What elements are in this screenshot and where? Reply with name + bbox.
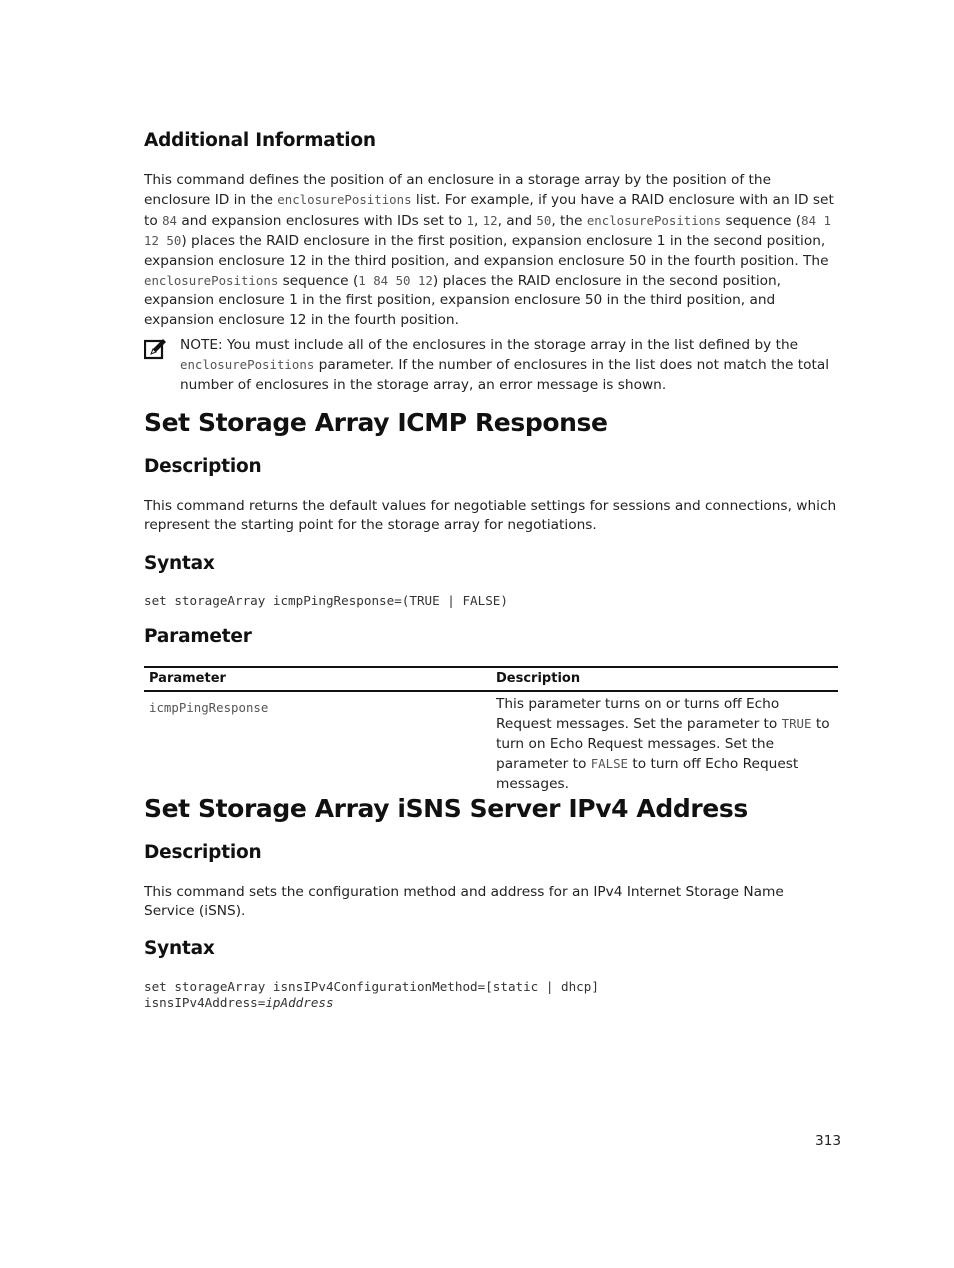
icmp-parameter-heading-wrap <box>144 626 838 647</box>
isns-syntax-heading: Syntax <box>144 938 215 959</box>
isns-syntax-wrap <box>144 979 838 1010</box>
code-enclosure-positions: enclosurePositions <box>586 212 722 228</box>
icmp-syntax-wrap <box>144 593 838 609</box>
additional-info-heading: Additional Information <box>144 130 376 151</box>
icmp-section-title-wrap <box>144 408 838 437</box>
code-1: 1 <box>466 212 474 228</box>
icmp-parameter-heading: Parameter <box>144 626 252 647</box>
table-header-description: Description <box>491 667 838 691</box>
additional-info-section <box>144 130 838 151</box>
code-enclosure-positions: enclosurePositions <box>180 357 315 373</box>
isns-section-title: Set Storage Array iSNS Server IPv4 Address <box>144 794 748 823</box>
isns-description-heading: Description <box>144 842 262 863</box>
parameter-table <box>144 666 838 798</box>
param-name: icmpPingResponse <box>149 700 269 715</box>
code-enclosure-positions: enclosurePositions <box>277 192 412 208</box>
isns-syntax-heading-wrap <box>144 938 838 959</box>
code-sequence-1: 84 1 12 50 <box>144 212 831 249</box>
table-cell-parameter <box>144 691 491 798</box>
page-number: 313 <box>815 1133 842 1149</box>
icmp-syntax-heading: Syntax <box>144 553 215 574</box>
icmp-description-heading-wrap <box>144 456 838 477</box>
isns-section-title-wrap <box>144 794 838 823</box>
table-header-row <box>144 667 838 691</box>
table-row <box>144 691 838 798</box>
isns-description-wrap <box>144 883 838 922</box>
code-84: 84 <box>162 212 178 228</box>
isns-description-heading-wrap <box>144 842 838 863</box>
code-12: 12 <box>482 212 498 228</box>
ip-address-variable: ipAddress <box>265 994 334 1010</box>
additional-info-paragraph: This command defines the position of an enclosure in a storage array by the position of the enclosure ID in the enclosurePositions list. For example, if you have a RAID enclosure with an ID set to 84 and expansion enclosures with IDs set to 1, 12, and 50, the enclosurePositions sequence (84 1 12 50) places the RAID enclosure in the first position, expansion enclosure 1 in the second position, expansion enclosure 12 in the third position, and expansion enclosure 50 in the fourth position. The enclosurePositions sequence (1 84 50 12) places the RAID enclosure in the second position, expansion enclosure 1 in the first position, expansion enclosure 50 in the third position, and expansion enclosure 12 in the fourth position. <box>144 172 834 328</box>
icmp-section-title: Set Storage Array ICMP Response <box>144 408 608 437</box>
code-enclosure-positions: enclosurePositions <box>144 273 279 289</box>
code-true: TRUE <box>781 716 812 732</box>
note-label: NOTE: <box>180 337 223 353</box>
table-header-parameter: Parameter <box>144 667 491 691</box>
code-false: FALSE <box>590 756 629 772</box>
code-50: 50 <box>536 212 552 228</box>
code-sequence-2: 1 84 50 12 <box>358 273 433 289</box>
isns-description: This command sets the configuration method and address for an IPv4 Internet Storage Name Service (iSNS). <box>144 884 784 920</box>
icmp-description-wrap <box>144 497 838 536</box>
table-cell-description: This parameter turns on or turns off Echo Request messages. Set the parameter to TRUE to turn on Echo Request messages. Set the parameter to FALSE to turn off Echo Request messages. <box>496 696 830 792</box>
icmp-description: This command returns the default values for negotiable settings for sessions and connections, which represent the starting point for the storage array for negotiations. <box>144 498 837 534</box>
icmp-syntax-heading-wrap <box>144 553 838 574</box>
pencil-note-icon <box>144 338 166 360</box>
parameter-table-wrap <box>144 666 838 798</box>
isns-syntax-code: set storageArray isnsIPv4ConfigurationMethod=[static | dhcp] isnsIPv4Address=ipAddress <box>144 979 599 1010</box>
icmp-description-heading: Description <box>144 456 262 477</box>
icmp-syntax-code: set storageArray icmpPingResponse=(TRUE | FALSE) <box>144 593 508 608</box>
